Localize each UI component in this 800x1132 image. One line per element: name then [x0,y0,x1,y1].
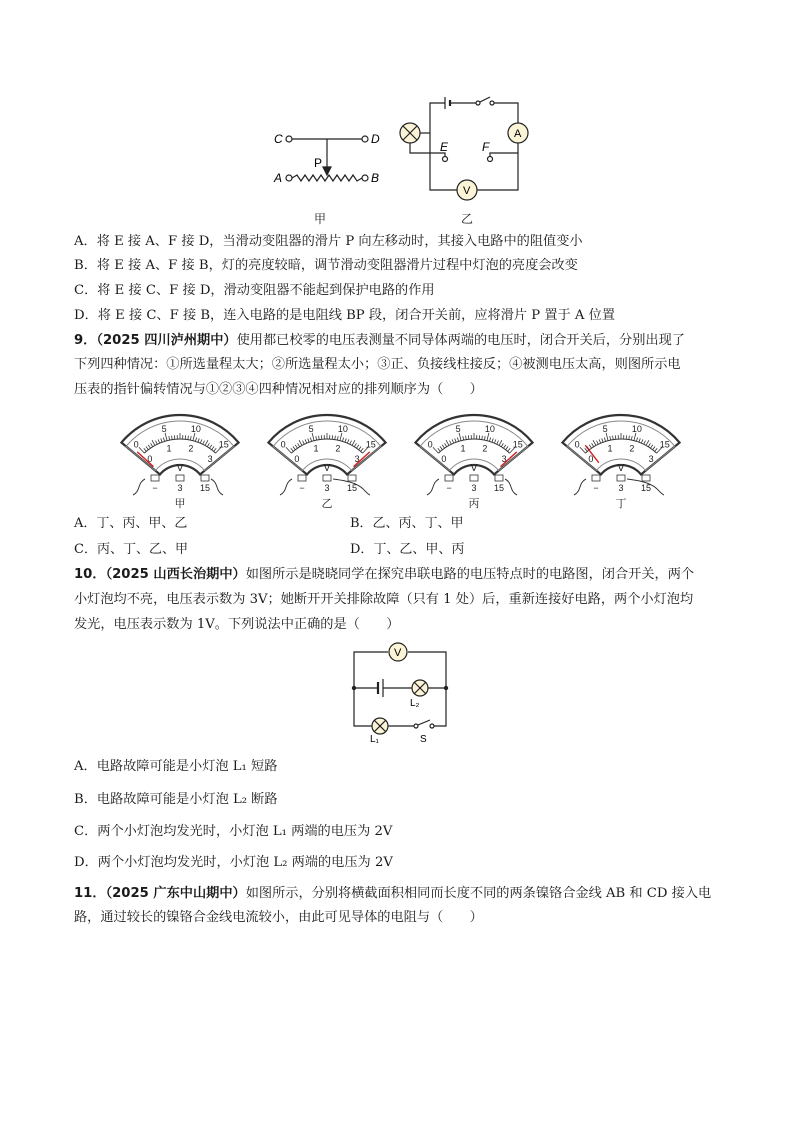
q11-line-1 [74,884,711,904]
dial-bottom-tick-label: 3 [648,453,654,464]
dial-unit-label: V [323,463,331,474]
terminal-post [445,475,453,481]
terminal-post [617,475,625,481]
terminal-post [298,475,306,481]
terminal-post [176,475,184,481]
terminal-label: 15 [640,483,652,493]
terminal-post [495,475,503,481]
q9-text-1: 使用都已校零的电压表测量不同导体两端的电压时，闭合开关后，分别出现了 [236,333,685,348]
dial-figure-label: 甲 [174,498,186,510]
lead-wire [574,479,586,495]
terminal-label: 15 [493,483,505,493]
q8-option-d: D．将 E 接 C、F 接 B，连入电路的是电阻线 BP 段，闭合开关前，应将滑片 P 置于 A 位置 [74,308,616,323]
dial-bottom-tick-label: 3 [207,453,213,464]
point-f-label: F [482,140,490,154]
dial-unit-label: V [176,463,184,474]
lead-wire [427,479,439,495]
q10-number: 10． [74,567,106,582]
dial-figure-label: 丁 [615,498,627,510]
dial-top-tick-label: 0 [427,439,433,450]
terminal-label: 15 [346,483,358,493]
dial-top-tick-label: 5 [161,424,167,435]
q9-line-1 [74,331,685,351]
q10-option-c: C．两个小灯泡均发光时，小灯泡 L₁ 两端的电压为 2V [74,824,393,839]
terminal-label: − [446,483,452,493]
dial-bottom-tick-label: 0 [294,453,300,464]
voltmeter-label: V [463,185,471,197]
dial-unit-label: V [617,463,625,474]
q10-voltmeter-label: V [394,647,402,659]
terminal-post [323,475,331,481]
dial-bottom-tick-label: 2 [482,443,488,454]
q10-text-1: 如图所示是晓晓同学在探究串联电路的电压特点时的电路图，闭合开关，两个 [245,567,695,582]
q10-option-d: D．两个小灯泡均发光时，小灯泡 L₂ 两端的电压为 2V [74,855,393,870]
dial-figure-label: 乙 [321,498,333,510]
terminal-post [348,475,356,481]
dial-bottom-tick-label: 1 [166,443,172,454]
terminal-label: 3 [177,483,183,493]
dial-bottom-tick-label: 0 [147,453,153,464]
dial-top-tick-label: 0 [133,439,139,450]
dial-bottom-tick-label: 3 [354,453,360,464]
dial-bottom-tick-label: 3 [501,453,507,464]
lead-wire [133,479,145,495]
slider-p-label: P [314,156,323,170]
terminal-label: − [152,483,158,493]
dial-bottom-tick-label: 1 [460,443,466,454]
point-e-label: E [440,140,449,154]
dial-bottom-tick-label: 2 [629,443,635,454]
dial-bottom-tick-label: 2 [335,443,341,454]
dial-top-tick-label: 15 [365,439,376,450]
dial-top-tick-label: 5 [455,424,461,435]
terminal-post [470,475,478,481]
q9-line-3: 压表的指针偏转情况与①②③④四种情况相对应的排列顺序为（ ） [74,382,483,397]
q11-number: 11． [74,886,106,901]
terminal-post [592,475,600,481]
q9-line-2: 下列四种情况：①所选量程太大；②所选量程太小；③正、负接线柱接反；④被测电压太高，则图所示电 [74,357,681,372]
terminal-label: − [299,483,305,493]
dial-figure-label: 丙 [468,498,480,510]
terminal-post [151,475,159,481]
dial-top-tick-label: 0 [574,439,580,450]
lead-wire [280,479,292,495]
figure-label-yi: 乙 [460,212,473,226]
q9-number: 9． [74,333,97,348]
q10-option-b: B．电路故障可能是小灯泡 L₂ 断路 [74,792,278,807]
terminal-label: − [593,483,599,493]
q9-option-d: D．丁、乙、甲、丙 [350,542,465,557]
voltmeter-dial-4 [556,403,686,513]
lead-wire [211,479,223,495]
switch-s-label: S [420,734,427,744]
voltmeter-dial-1 [115,403,245,513]
q11-source: （2025 广东中山期中） [105,886,246,901]
dial-bottom-tick-label: 1 [607,443,613,454]
terminal-label: 15 [199,483,211,493]
terminal-post [642,475,650,481]
rheostat-diagram [286,136,368,181]
q9-option-c: C．丙、丁、乙、甲 [74,542,188,557]
q8-option-a: A．将 E 接 A、F 接 D，当滑动变阻器的滑片 P 向左移动时，其接入电路中的阻值变小 [74,234,583,249]
dial-unit-label: V [470,463,478,474]
dial-top-tick-label: 10 [484,424,495,435]
dial-bottom-tick-label: 2 [188,443,194,454]
dial-top-tick-label: 10 [631,424,642,435]
ammeter-label: A [514,128,522,140]
dial-top-tick-label: 15 [218,439,229,450]
terminal-b-label: B [371,171,380,185]
terminal-post [201,475,209,481]
terminal-label: 3 [471,483,477,493]
dial-top-tick-label: 15 [659,439,670,450]
terminal-label: 3 [324,483,330,493]
dial-top-tick-label: 10 [190,424,201,435]
q9-source: （2025 四川泸州期中） [96,333,237,348]
voltmeter-dial-3 [409,403,539,513]
q11-line-2: 路，通过较长的镍铬合金线电流较小，由此可见导体的电阻与（ ） [74,910,483,925]
lead-wire [505,479,517,495]
terminal-label: 3 [618,483,624,493]
dial-top-tick-label: 5 [602,424,608,435]
q10-line-2: 小灯泡均不亮，电压表示数为 3V；她断开开关排除故障（只有 1 处）后，重新连接好电路，两个小灯泡均 [74,592,694,607]
figure-label-jia: 甲 [313,212,326,226]
q9-option-b: B．乙、丙、丁、甲 [350,516,464,531]
dial-bottom-tick-label: 0 [441,453,447,464]
q10-source: （2025 山西长治期中） [105,567,246,582]
dial-bottom-tick-label: 1 [313,443,319,454]
q11-text-1: 如图所示，分别将横截面积相同而长度不同的两条镍铬合金线 AB 和 CD 接入电 [245,886,712,901]
voltmeter-dial-2 [262,403,392,513]
terminal-c-label: C [274,132,283,146]
q8-option-c: C．将 E 接 C、F 接 D，滑动变阻器不能起到保护电路的作用 [74,283,435,298]
q10-option-a: A．电路故障可能是小灯泡 L₁ 短路 [74,759,278,774]
q10-line-3: 发光，电压表示数为 1V。下列说法中正确的是（ ） [74,617,400,632]
q10-circuit-diagram [340,636,460,744]
lamp-l2-label: L₂ [410,698,420,709]
dial-top-tick-label: 5 [308,424,314,435]
voltmeter-figure [115,403,695,513]
dial-top-tick-label: 0 [280,439,286,450]
q10-line-1 [74,565,694,585]
terminal-d-label: D [371,132,380,146]
terminal-a-label: A [274,171,283,185]
lamp-l1-label: L₁ [370,734,379,744]
dial-top-tick-label: 15 [512,439,523,450]
q8-option-b: B．将 E 接 A、F 接 B，灯的亮度较暗，调节滑动变阻器滑片过程中灯泡的亮度会改变 [74,258,578,273]
q9-option-a: A．丁、丙、甲、乙 [74,516,188,531]
dial-bottom-tick-label: 0 [588,453,594,464]
dial-top-tick-label: 10 [337,424,348,435]
